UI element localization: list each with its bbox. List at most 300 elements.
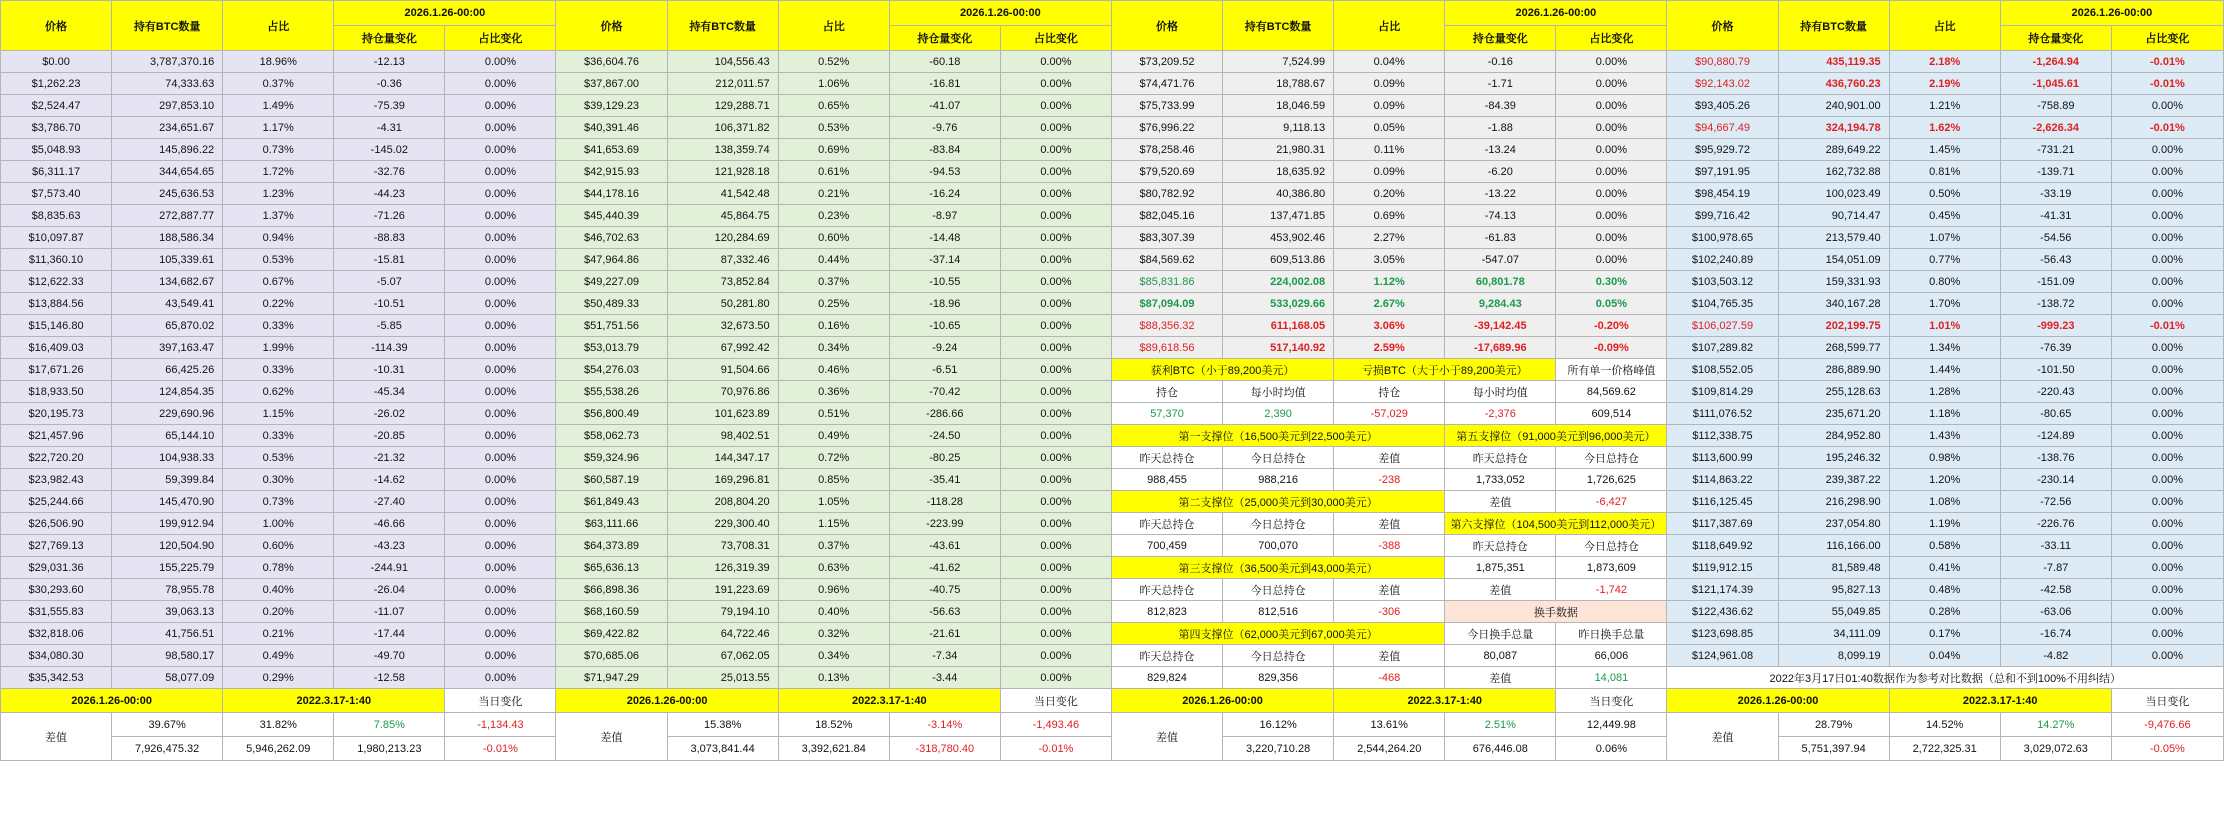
analysis-cell: 每小时均值 [1223, 381, 1334, 403]
analysis-cell: 1,873,609 [1556, 557, 1667, 579]
cell: 237,054.80 [1778, 513, 1889, 535]
cell: 124,854.35 [112, 381, 223, 403]
cell: $63,111.66 [556, 513, 667, 535]
cell: 138,359.74 [667, 139, 778, 161]
summary-date-current: 2026.1.26-00:00 [1111, 689, 1333, 713]
cell: 0.00% [1556, 227, 1667, 249]
cell: 169,296.81 [667, 469, 778, 491]
cell: $92,143.02 [1667, 73, 1778, 95]
cell: -71.26 [334, 205, 445, 227]
cell: 39,063.13 [112, 601, 223, 623]
cell: $6,311.17 [1, 161, 112, 183]
analysis-cell: 80,087 [1445, 645, 1556, 667]
cell: $2,524.47 [1, 95, 112, 117]
cell: 0.00% [2111, 645, 2223, 667]
cell: -1.88 [1445, 117, 1556, 139]
cell: 0.00% [445, 403, 556, 425]
cell: 0.00% [445, 271, 556, 293]
analysis-cell: 获利BTC（小于89,200美元） [1111, 359, 1333, 381]
cell: -1.71 [1445, 73, 1556, 95]
table-row [1, 73, 2224, 95]
analysis-cell: 今日总持仓 [1223, 645, 1334, 667]
cell: 0.40% [223, 579, 334, 601]
table-row [1, 293, 2224, 315]
cell: 0.78% [223, 557, 334, 579]
analysis-cell: 所有单一价格峰值 [1556, 359, 1667, 381]
cell: $89,618.56 [1111, 337, 1222, 359]
cell: -3.14% [889, 713, 1000, 737]
cell: 0.00% [445, 535, 556, 557]
col-price-header: 价格 [556, 1, 667, 51]
cell: 0.77% [1889, 249, 2000, 271]
cell: 8,099.19 [1778, 645, 1889, 667]
cell: 0.62% [223, 381, 334, 403]
summary-diff-label: 差值 [556, 713, 667, 761]
cell: 0.00% [1000, 667, 1111, 689]
cell: 0.17% [1889, 623, 2000, 645]
analysis-cell: 700,070 [1223, 535, 1334, 557]
cell: $73,209.52 [1111, 51, 1222, 73]
cell: 0.40% [778, 601, 889, 623]
analysis-cell: 66,006 [1556, 645, 1667, 667]
cell: -731.21 [2000, 139, 2111, 161]
analysis-cell: 1,875,351 [1445, 557, 1556, 579]
cell: $69,422.82 [556, 623, 667, 645]
cell: 0.00% [1000, 491, 1111, 513]
cell: -0.09% [1556, 337, 1667, 359]
cell: 144,347.17 [667, 447, 778, 469]
analysis-cell: -468 [1334, 667, 1445, 689]
cell: -8.97 [889, 205, 1000, 227]
cell: -61.83 [1445, 227, 1556, 249]
analysis-cell: 差值 [1445, 667, 1556, 689]
cell: 65,870.02 [112, 315, 223, 337]
cell: $22,720.20 [1, 447, 112, 469]
cell: 90,714.47 [1778, 205, 1889, 227]
table-row [1, 557, 2224, 579]
cell: 0.00% [2111, 403, 2223, 425]
cell: 41,542.48 [667, 183, 778, 205]
cell: -0.36 [334, 73, 445, 95]
cell: 18,635.92 [1223, 161, 1334, 183]
cell: 154,051.09 [1778, 249, 1889, 271]
col-holdings-header: 持有BTC数量 [1223, 1, 1334, 51]
cell: $98,454.19 [1667, 183, 1778, 205]
cell: 436,760.23 [1778, 73, 1889, 95]
cell: 3.05% [1334, 249, 1445, 271]
cell: 120,284.69 [667, 227, 778, 249]
table-row [1, 161, 2224, 183]
cell: -145.02 [334, 139, 445, 161]
cell: $25,244.66 [1, 491, 112, 513]
cell: 134,682.67 [112, 271, 223, 293]
cell: 67,062.05 [667, 645, 778, 667]
analysis-cell: 1,726,625 [1556, 469, 1667, 491]
cell: $34,080.30 [1, 645, 112, 667]
cell: 611,168.05 [1223, 315, 1334, 337]
col-ratio-change-header: 占比变化 [2111, 26, 2223, 51]
cell: -37.14 [889, 249, 1000, 271]
cell: $112,338.75 [1667, 425, 1778, 447]
cell: $90,880.79 [1667, 51, 1778, 73]
cell: 0.30% [1556, 271, 1667, 293]
date-header: 2026.1.26-00:00 [889, 1, 1111, 26]
cell: 145,470.90 [112, 491, 223, 513]
col-price-header: 价格 [1111, 1, 1222, 51]
cell: 66,425.26 [112, 359, 223, 381]
cell: -138.72 [2000, 293, 2111, 315]
table-row [1, 95, 2224, 117]
cell: 0.21% [223, 623, 334, 645]
cell: 0.33% [223, 425, 334, 447]
cell: 0.00% [2111, 557, 2223, 579]
cell: 0.00% [1556, 95, 1667, 117]
cell: $50,489.33 [556, 293, 667, 315]
cell: 0.00% [1000, 95, 1111, 117]
table-row [1, 645, 2224, 667]
cell: 40,386.80 [1223, 183, 1334, 205]
analysis-cell: 换手数据 [1445, 601, 1667, 623]
cell: 0.22% [223, 293, 334, 315]
cell: 1.08% [1889, 491, 2000, 513]
col-holdings-change-header: 持仓量变化 [1445, 26, 1556, 51]
cell: 0.00% [1000, 183, 1111, 205]
cell: 50,281.80 [667, 293, 778, 315]
cell: 0.00% [2111, 447, 2223, 469]
cell: 1.45% [1889, 139, 2000, 161]
cell: -84.39 [1445, 95, 1556, 117]
cell: $123,698.85 [1667, 623, 1778, 645]
cell: -758.89 [2000, 95, 2111, 117]
cell: 3,787,370.16 [112, 51, 223, 73]
cell: -43.23 [334, 535, 445, 557]
cell: 240,901.00 [1778, 95, 1889, 117]
cell: 98,402.51 [667, 425, 778, 447]
summary-diff-label: 差值 [1667, 713, 1778, 761]
cell: -14.62 [334, 469, 445, 491]
analysis-cell: 812,516 [1223, 601, 1334, 623]
cell: 2.67% [1334, 293, 1445, 315]
cell: $56,800.49 [556, 403, 667, 425]
cell: 0.69% [1334, 205, 1445, 227]
cell: -16.81 [889, 73, 1000, 95]
cell: 159,331.93 [1778, 271, 1889, 293]
analysis-cell: 609,514 [1556, 403, 1667, 425]
cell: 0.00% [445, 249, 556, 271]
cell: 224,002.08 [1223, 271, 1334, 293]
cell: -547.07 [1445, 249, 1556, 271]
cell: 0.00% [1000, 271, 1111, 293]
summary-change-label: 当日变化 [445, 689, 556, 713]
cell: 0.67% [223, 271, 334, 293]
cell: -46.66 [334, 513, 445, 535]
cell: $8,835.63 [1, 205, 112, 227]
cell: 199,912.94 [112, 513, 223, 535]
cell: 0.09% [1334, 73, 1445, 95]
cell: -17.44 [334, 623, 445, 645]
cell: -9,476.66 [2111, 713, 2223, 737]
cell: 213,579.40 [1778, 227, 1889, 249]
cell: $27,769.13 [1, 535, 112, 557]
cell: $108,552.05 [1667, 359, 1778, 381]
cell: -33.11 [2000, 535, 2111, 557]
cell: 106,371.82 [667, 117, 778, 139]
cell: 0.37% [778, 535, 889, 557]
analysis-cell: 第五支撑位（91,000美元到96,000美元） [1445, 425, 1667, 447]
cell: 0.00% [445, 623, 556, 645]
cell: $65,636.13 [556, 557, 667, 579]
cell: 0.33% [223, 315, 334, 337]
cell: 0.00% [1000, 117, 1111, 139]
cell: 0.34% [778, 337, 889, 359]
analysis-cell: -306 [1334, 601, 1445, 623]
cell: 1.43% [1889, 425, 2000, 447]
cell: 1.44% [1889, 359, 2000, 381]
cell: 289,649.22 [1778, 139, 1889, 161]
cell: 0.09% [1334, 161, 1445, 183]
cell: -138.76 [2000, 447, 2111, 469]
cell: -72.56 [2000, 491, 2111, 513]
cell: -0.01% [1000, 737, 1111, 761]
col-holdings-change-header: 持仓量变化 [2000, 26, 2111, 51]
cell: 234,651.67 [112, 117, 223, 139]
cell: 191,223.69 [667, 579, 778, 601]
cell: $54,276.03 [556, 359, 667, 381]
cell: 1.21% [1889, 95, 2000, 117]
table-row [1, 139, 2224, 161]
cell: 0.00% [1556, 117, 1667, 139]
cell: -12.13 [334, 51, 445, 73]
cell: -43.61 [889, 535, 1000, 557]
cell: -13.24 [1445, 139, 1556, 161]
cell: 0.25% [778, 293, 889, 315]
cell: 2,722,325.31 [1889, 737, 2000, 761]
cell: 0.00% [445, 337, 556, 359]
cell: 0.00% [1556, 205, 1667, 227]
cell: 13.61% [1334, 713, 1445, 737]
cell: $35,342.53 [1, 667, 112, 689]
analysis-cell: 700,459 [1111, 535, 1222, 557]
cell: 0.98% [1889, 447, 2000, 469]
cell: -56.63 [889, 601, 1000, 623]
cell: 0.69% [778, 139, 889, 161]
cell: 0.96% [778, 579, 889, 601]
summary-date-ref: 2022.3.17-1:40 [1334, 689, 1556, 713]
cell: 116,166.00 [1778, 535, 1889, 557]
cell: 98,580.17 [112, 645, 223, 667]
cell: -80.65 [2000, 403, 2111, 425]
summary-date-ref: 2022.3.17-1:40 [778, 689, 1000, 713]
cell: -230.14 [2000, 469, 2111, 491]
analysis-cell: 57,370 [1111, 403, 1222, 425]
cell: 286,889.90 [1778, 359, 1889, 381]
cell: -26.04 [334, 579, 445, 601]
cell: 235,671.20 [1778, 403, 1889, 425]
cell: 0.00% [445, 139, 556, 161]
cell: 435,119.35 [1778, 51, 1889, 73]
analysis-cell: 持仓 [1334, 381, 1445, 403]
cell: 18.52% [778, 713, 889, 737]
cell: 58,077.09 [112, 667, 223, 689]
cell: -16.24 [889, 183, 1000, 205]
cell: 95,827.13 [1778, 579, 1889, 601]
cell: 0.21% [778, 183, 889, 205]
cell: 0.00% [445, 667, 556, 689]
cell: 1.17% [223, 117, 334, 139]
cell: 2.59% [1334, 337, 1445, 359]
cell: 0.00% [445, 95, 556, 117]
cell: 0.00% [2111, 381, 2223, 403]
analysis-cell: 今日总持仓 [1223, 447, 1334, 469]
cell: 0.00% [2111, 623, 2223, 645]
cell: 0.04% [1889, 645, 2000, 667]
cell: 0.73% [223, 139, 334, 161]
table-row [1, 337, 2224, 359]
col-holdings-header: 持有BTC数量 [112, 1, 223, 51]
cell: -1,045.61 [2000, 73, 2111, 95]
cell: 3,220,710.28 [1223, 737, 1334, 761]
cell: 101,623.89 [667, 403, 778, 425]
cell: 0.53% [223, 249, 334, 271]
cell: 3,029,072.63 [2000, 737, 2111, 761]
analysis-cell: 差值 [1445, 491, 1556, 513]
cell: 81,589.48 [1778, 557, 1889, 579]
cell: 0.00% [2111, 425, 2223, 447]
cell: $42,915.93 [556, 161, 667, 183]
cell: -80.25 [889, 447, 1000, 469]
table-row [1, 359, 2224, 381]
cell: -286.66 [889, 403, 1000, 425]
cell: $83,307.39 [1111, 227, 1222, 249]
cell: 0.05% [1334, 117, 1445, 139]
cell: 32,673.50 [667, 315, 778, 337]
cell: -0.01% [2111, 73, 2223, 95]
cell: $20,195.73 [1, 403, 112, 425]
cell: 0.45% [1889, 205, 2000, 227]
cell: 0.00% [2111, 249, 2223, 271]
cell: 1.72% [223, 161, 334, 183]
cell: 59,399.84 [112, 469, 223, 491]
table-row [1, 491, 2224, 513]
cell: -27.40 [334, 491, 445, 513]
cell: 126,319.39 [667, 557, 778, 579]
cell: 0.00% [1000, 249, 1111, 271]
cell: 15.38% [667, 713, 778, 737]
cell: 0.37% [778, 271, 889, 293]
cell: 0.00% [1000, 359, 1111, 381]
cell: 239,387.22 [1778, 469, 1889, 491]
cell: 12,449.98 [1556, 713, 1667, 737]
cell: 0.00% [2111, 293, 2223, 315]
summary-date-ref: 2022.3.17-1:40 [1889, 689, 2111, 713]
cell: $0.00 [1, 51, 112, 73]
cell: 609,513.86 [1223, 249, 1334, 271]
table-row [1, 447, 2224, 469]
cell: 0.00% [445, 161, 556, 183]
analysis-cell: 昨天总持仓 [1111, 645, 1222, 667]
cell: 0.11% [1334, 139, 1445, 161]
cell: 0.00% [2111, 359, 2223, 381]
cell: 3.06% [1334, 315, 1445, 337]
cell: -139.71 [2000, 161, 2111, 183]
cell: -118.28 [889, 491, 1000, 513]
cell: 208,804.20 [667, 491, 778, 513]
col-holdings-change-header: 持仓量变化 [889, 26, 1000, 51]
cell: $93,405.26 [1667, 95, 1778, 117]
cell: 0.00% [445, 491, 556, 513]
cell: 145,896.22 [112, 139, 223, 161]
cell: 18.96% [223, 51, 334, 73]
cell: 0.05% [1556, 293, 1667, 315]
summary-date-ref: 2022.3.17-1:40 [223, 689, 445, 713]
cell: $113,600.99 [1667, 447, 1778, 469]
cell: $40,391.46 [556, 117, 667, 139]
cell: -12.58 [334, 667, 445, 689]
cell: 284,952.80 [1778, 425, 1889, 447]
cell: 3,392,621.84 [778, 737, 889, 761]
cell: 0.00% [2111, 535, 2223, 557]
cell: $58,062.73 [556, 425, 667, 447]
analysis-cell: 每小时均值 [1445, 381, 1556, 403]
cell: -7.87 [2000, 557, 2111, 579]
cell: -18.96 [889, 293, 1000, 315]
cell: 0.00% [445, 469, 556, 491]
cell: 0.29% [223, 667, 334, 689]
table-row [1, 227, 2224, 249]
cell: 120,504.90 [112, 535, 223, 557]
cell: 0.00% [445, 601, 556, 623]
cell: $10,097.87 [1, 227, 112, 249]
cell: -10.51 [334, 293, 445, 315]
summary-change-label: 当日变化 [1556, 689, 1667, 713]
col-ratio-change-header: 占比变化 [1556, 26, 1667, 51]
cell: 0.30% [223, 469, 334, 491]
cell: -0.16 [1445, 51, 1556, 73]
cell: 5,946,262.09 [223, 737, 334, 761]
cell: 216,298.90 [1778, 491, 1889, 513]
cell: 297,853.10 [112, 95, 223, 117]
cell: 245,636.53 [112, 183, 223, 205]
cell: 1.19% [1889, 513, 2000, 535]
cell: -41.31 [2000, 205, 2111, 227]
cell: 1.15% [223, 403, 334, 425]
cell: 0.00% [445, 183, 556, 205]
cell: 0.04% [1334, 51, 1445, 73]
date-header: 2026.1.26-00:00 [2000, 1, 2223, 26]
cell: 0.16% [778, 315, 889, 337]
cell: -56.43 [2000, 249, 2111, 271]
cell: -5.07 [334, 271, 445, 293]
analysis-cell: 差值 [1334, 447, 1445, 469]
analysis-cell: 988,216 [1223, 469, 1334, 491]
cell: 0.20% [223, 601, 334, 623]
cell: 1.70% [1889, 293, 2000, 315]
cell: 70,976.86 [667, 381, 778, 403]
cell: $88,356.32 [1111, 315, 1222, 337]
cell: $71,947.29 [556, 667, 667, 689]
cell: $64,373.89 [556, 535, 667, 557]
cell: 3,073,841.44 [667, 737, 778, 761]
cell: 0.23% [778, 205, 889, 227]
cell: -0.01% [2111, 51, 2223, 73]
cell: -6.51 [889, 359, 1000, 381]
cell: $118,649.92 [1667, 535, 1778, 557]
cell: 129,288.71 [667, 95, 778, 117]
cell: 78,955.78 [112, 579, 223, 601]
cell: 0.49% [223, 645, 334, 667]
date-header: 2026.1.26-00:00 [334, 1, 556, 26]
analysis-cell: 昨天总持仓 [1445, 447, 1556, 469]
